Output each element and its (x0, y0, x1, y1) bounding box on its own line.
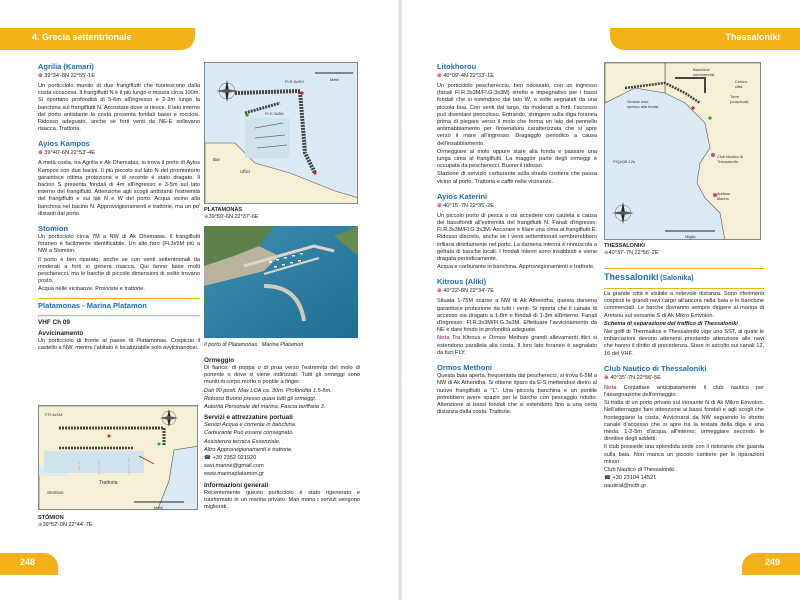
heading-agrilia: Agrilia (Kamari) (38, 62, 94, 71)
text-kitrous: Situata 1-75M scarse a NW di Ak Atheridha, questa darsena garantisce protezione da tutti i venti. Si riporta che il canale di accesso sia dragato a 1-8m e fondali di 1-3m all'interno. Fanali d'ingresso: Fl.R.3s3M/Fl.G.3s3M. Effettuare l'avvicinamento da NE e dare fondo in profondità adeguate. (437, 298, 597, 334)
nota-label: Nota (437, 335, 450, 342)
platamonas-aerial-photo (204, 226, 358, 338)
compass-rose-icon: ⊕ (38, 150, 43, 157)
text-katerini-1: Un piccolo porto di pesca a cui accedere con cautela a causa dei bassifondi all'estremità del frangiflutti N. Fanali d'ingresso: Fl.R.3s3M/Fl.G.3s3M. Ancorare e filare una cima al frangiflutti E. Ridosso discreto, anche se i venti settentrionali sembrerebbero infilarsi direttamente nel porto. La darsena interna è rinnuscola a gettata di banche locali. I fondali interni sono insabbiati e viene dragata periodicamente. (437, 212, 597, 263)
text-servizi-1: Servizi Acqua e corrente in banchina. (204, 422, 297, 429)
heading-methoni: Ormos Methoni (437, 363, 493, 373)
text-schema: Nei golfi di Thermaikos e Thessaloniki vige uno SST, al quale le imbarcazioni devono attenersi prestando attenzione alle navi che hanno il diritto di precedenza. Stare in ascolto sui canali 12, 16 del VHF. (604, 329, 764, 357)
divider (38, 315, 200, 316)
nota-club-text: Contattare anticipatamente il club nautico per l'assegnazione dell'ormeggio. (604, 384, 764, 399)
compass-rose-icon: ⊕ (38, 522, 43, 528)
coord-ayios-katerini (437, 202, 597, 210)
text-avvicinamento: Un porticciolo di fronte al paese di Platamonas. Cospicuo il castello a NW, mentre l'abitato è localizzabile solo avvicinandosi. (38, 337, 200, 351)
heading-thessaloniki-text: Thessaloniki (604, 272, 659, 282)
platamonas-map-caption (204, 207, 259, 221)
platamonas-map-coord: 39°59'-6N 22°37'-6E (208, 214, 259, 220)
coord-kitrous-text: 40°22'-8N 22°34'-7E (443, 288, 495, 295)
coord-ayios-katerini-text: 40°15'-7N 22°35'-2E (443, 202, 495, 209)
phone-icon: ☎ (604, 475, 611, 482)
compass-rose-icon: ⊕ (437, 288, 442, 295)
heading-servizi: Servizi e attrezzature portuali (204, 414, 293, 422)
heading-schema: Schema di separazione del traffico di Thessaloniki (604, 320, 738, 327)
coord-agrilia (38, 72, 200, 80)
text-stomion-1: Un porticciolo circa 7M a NW di Ak Dhematas. Il frangiflutti foraneo è facilmente identificabile. Un alto faro (Fl.3s5M più a NW a Stomion. (38, 234, 200, 255)
contact-phone (204, 455, 360, 462)
heading-ayios-katerini: Ayios Katerini (437, 191, 488, 201)
svg-text:FIQ(4)R.12s: FIQ(4)R.12s (613, 159, 636, 164)
club-email[interactable]: nautical@ncth.gr (604, 483, 647, 490)
coord-ayios-kampos (38, 149, 200, 157)
vhf-channel: VHF Ch 09 (38, 318, 70, 326)
svg-text:Torre: Torre (730, 94, 740, 99)
column-1 (38, 62, 200, 353)
coord-litokhorou-text: 40°09'-4N 22°33'-1E (443, 73, 495, 79)
svg-text:Stomion: Stomion (47, 490, 64, 495)
heading-stomion: Stomion (38, 224, 68, 234)
svg-text:Trattoria: Trattoria (99, 480, 118, 486)
heading-ayios-kampos: Ayios Kampos (38, 139, 90, 149)
heading-info: Informazioni generali (204, 481, 269, 489)
stomion-map-coord: 39°52'-0N 22°44'-7E (42, 522, 93, 528)
heading-avvicinamento: Avvicinamento (38, 329, 84, 337)
divider (604, 288, 764, 289)
svg-text:Thessaloniki: Thessaloniki (717, 160, 739, 164)
text-agrilia: Un porticciolo munito di due frangiflutti che fuoriescono dalla costa scoscesa. Il frangiflutti N è il più lungo e misura circa 100m. Si riportano profondità di 5-6m all'ingresso e 2-3m lungo la banchina sul frangiflutti N. Accostare dove si riesce. Il lato interno del porto antistante la costa presenta fondali bassi e rocciosi. Ridosso adeguato, anche se forti venti da NE-E sollevano risacca. Trattoria. (38, 83, 200, 133)
text-ridosso: Ridosso Buono presso quasi tutti gli ormeggi. (204, 395, 317, 402)
svg-text:Metri: Metri (154, 505, 163, 510)
chapter-title: 4. Grecia settentrionale (32, 32, 132, 42)
text-dati: Dati 90 posti. Max LOA ca. 30m. Profondità 1.5-5m. (204, 387, 332, 394)
text-club-1: Si tratta di un porto privato sul versante N di Ak Mikro Emvolon. Nell'atterraggio fare attenzione ai bassi fondali e agli scogli che fronteggiano la costa. Avvicinarsi da NW seguendo lo stretto canale d'accesso che si apre tra la testata della diga e una meda. 1-2-5m d'acqua all'interno; ormeggiare secondo le direttive degli addetti. (604, 400, 764, 443)
stomion-map-caption (38, 515, 93, 529)
contact-email[interactable]: savi.marine@gmail.com (204, 463, 264, 470)
platamonas-map-name: PLATAMONAS (204, 207, 242, 213)
heading-ormeggio: Ormeggio (204, 357, 235, 364)
text-stomion-3: Acqua nelle vicinanze. Provviste e trattorie. (38, 286, 145, 293)
platamonas-harbour-plan (204, 62, 358, 204)
phone-icon: ☎ (204, 455, 211, 462)
svg-text:Uffici: Uffici (240, 169, 250, 174)
text-servizi-4: Altro Approvvigionamenti e trattorie. (204, 446, 293, 453)
phone-text: +30 2352 021920 (212, 455, 257, 462)
club-name: Club Nautico di Thessaloniki (604, 467, 675, 474)
column-2 (204, 357, 360, 512)
svg-text:Grosse navi: Grosse navi (627, 99, 649, 104)
coord-litokhorou (437, 72, 597, 80)
heading-kitrous: Kitrous (Aliki) (437, 277, 487, 287)
stomion-harbour-plan (38, 405, 198, 510)
heading-club: Club Nautico di Thessaloniki (604, 363, 707, 373)
svg-text:Club Nautico di: Club Nautico di (717, 155, 743, 159)
text-ormeggio: Di fianco, di poppa o di prua verso l'estremità del molo di ponente o dove si viene indirizzati. Tutti gli ormeggi sono muniti di corpo morto o pontile a finger. (204, 365, 360, 386)
thessaloniki-harbour-plan (604, 62, 761, 240)
text-stomion-2: Il porto è ben riparato, anche se con venti settentrionali da moderati a forti si genera risacca. Qui fanno base molti pescherecci, ma le barche di piccole dimensioni di solito trovano posto. (38, 256, 200, 285)
svg-text:Miglia: Miglia (685, 234, 696, 239)
text-servizi-2: Carburante Può essere consegnato. (204, 430, 294, 437)
page-number-right (742, 553, 800, 575)
compass-rose-icon: ⊕ (437, 73, 442, 79)
text-club-2: Il club possiede una splendida sede con il ristorante che guarda sulla baia. Non manca un piccolo cantiere per le riparazioni minori. (604, 444, 764, 465)
compass-rose-icon: ⊕ (604, 250, 609, 256)
column-4 (604, 264, 764, 492)
text-ayios-kampos: A metà costa, tra Agrilia e Ak Dhematas, si trova il porto di Ayios Kampos con due bacini. Il più piccolo sul lato N del promontorio garantisce ottima protezione e di recente è stato dragato. Il bacino S presenta fondali di 4m all'ingresso e 3-5m sul lato interno del frangiflutti. Attenzione agli scogli antistanti l'estremità del frangiflutti e sui lati N e W del porto. Acqua vicino alla banchina nel bacino N. Approvvigionamenti e trattorie, ma un po' distanti dal porto. (38, 160, 200, 217)
svg-text:(cospicua): (cospicua) (730, 99, 749, 104)
coord-ayios-kampos-text: 39°40'-6N 22°53'-4E (44, 150, 96, 157)
text-thessaloniki: La grande città è visibile a notevole distanza. Sono riferimenti cospicui le grandi navi cargo all'ancora nella baia e le banchine commerciali. Le barche dovranno sempre dirigere al marina di Aretsou sul versante S di Ak Mikro Emvolon. (604, 291, 764, 319)
svg-text:Centro: Centro (735, 79, 748, 84)
page-number-left (0, 553, 58, 575)
thessaloniki-map-name: THESSALONIKI (604, 243, 645, 249)
photo-caption-text: Il porto di Platamonas. (204, 342, 259, 348)
thessaloniki-map-coord: 40°37'-7N 22°56'-2E (608, 250, 659, 256)
compass-rose-icon: ⊕ (604, 374, 609, 381)
coord-club (604, 374, 764, 382)
photo-credit: Marina Platamon (261, 342, 304, 348)
column-3 (437, 62, 597, 417)
heading-thessaloniki (604, 271, 764, 284)
club-phone-text: +30 23104 14521 (612, 475, 657, 482)
svg-text:Metri: Metri (330, 77, 339, 82)
heading-litokhorou: Litokhorou (437, 62, 477, 71)
text-litokhorou-2: Ormeggiare al molo oppure stare alla fonda e passare una lunga cima al frangiflutti. La maggior parte degli ormeggi è occupata da pescherecci. Buono il ridosso. (437, 148, 597, 170)
coord-agrilia-text: 39°34'-8N 22°55'-1E (44, 73, 96, 79)
stomion-map-name: STÓMION (38, 515, 64, 521)
text-litokhorou-3: Stazione di servizio carburante sulla strada costiera che passa vicino al porto. Trattoria e caffè nelle vicinanze. (437, 171, 597, 185)
text-methoni: Questa baia aperta, frequentata dai pescherecci, si trova 6-5M a NW di Ak Atheridha. Si ottiene riparo da E-S mettendosi dietro al nuovo frangiflutti a "L". Una piccola banchina e un pontile potrebbero avere spazio per le barche con pescaggio ridotto. Attenzione ai bassi fondali che si estendono fino a una certa distanza dalla costa. Trattorie. (437, 373, 597, 416)
book-gutter (398, 0, 402, 600)
svg-text:Fl.G.3s3M: Fl.G.3s3M (265, 111, 284, 116)
svg-text:Fl.R.3sSM: Fl.R.3sSM (285, 79, 304, 84)
club-phone (604, 475, 764, 482)
svg-text:Aretsou: Aretsou (717, 192, 731, 196)
nota-kitrous (437, 335, 597, 357)
photo-caption (204, 342, 303, 349)
svg-text:spesso alla fonda: spesso alla fonda (627, 104, 659, 109)
nota-club (604, 385, 764, 399)
compass-rose-icon: ⊕ (38, 73, 43, 79)
section-title: Thessaloniki (725, 32, 780, 42)
divider (38, 298, 200, 299)
nota-label: Nota (604, 384, 617, 391)
text-servizi-3: Assistenza tecnica Essenziale. (204, 438, 281, 445)
thessaloniki-map-caption (604, 243, 659, 257)
page-number-right-text: 249 (764, 557, 780, 567)
svg-text:Bar: Bar (213, 157, 221, 162)
svg-text:Banchine: Banchine (693, 67, 710, 72)
text-info: Recentemente questo porticciolo è stato rigenerato e trasformato in un marina privato. Man mano i servizi vengono migliorati. (204, 489, 360, 511)
svg-text:commerciali: commerciali (693, 72, 715, 77)
divider (604, 268, 764, 269)
svg-text:Marina: Marina (717, 197, 729, 201)
heading-platamonas: Platamonas - Marina Platamon (38, 300, 147, 310)
chapter-header (0, 28, 195, 50)
coord-kitrous (437, 287, 597, 295)
svg-text:città: città (735, 84, 743, 89)
coord-club-text: 40°35'-7N 22°56'-5E (610, 374, 662, 381)
svg-text:F.R.3sSM: F.R.3sSM (45, 412, 63, 417)
page-number-left-text: 248 (20, 557, 36, 567)
compass-rose-icon: ⊕ (437, 202, 442, 209)
text-autorita: Autorità Personale del marina. Fascia tariffaria 3. (204, 404, 326, 411)
compass-rose-icon: ⊕ (204, 214, 209, 220)
nota-text: Tra Kitrous e Ormos Methoni grandi allevamenti ittici si estendono parallela alla costa. Il loro lato foraneo è segnalato da fuci FLY. (437, 335, 597, 356)
heading-thessaloniki-alt: (Salonika) (660, 275, 694, 282)
contact-web[interactable]: www.marinaplatamon.gr (204, 471, 265, 478)
text-katerini-2: Acqua e carburante in banchina. Approvvigionamenti e trattorie. (437, 264, 595, 271)
text-litokhorou-1: Un porticciolo peschereccio, ben ridossato, con un ingresso (fanali Fl.R.3s3M/Fl.G.3s3M) stretto e impegnativo per i bassi fondali che si estendono dal lato W, a volte segnalati da una piccola boa. Con venti dal largo, da moderati a forti, l'accesso può diventare pericoloso. Entrando, stringere sulla diga foranea prima di piegare verso il molo che forma un lato del pennello antimabbiamento per l'insenatura caratterizzata che si apre verso il mare all'ingresso. Dragaggio periodico a causa dell'insabbiamento. (437, 83, 597, 147)
section-header (610, 28, 800, 50)
